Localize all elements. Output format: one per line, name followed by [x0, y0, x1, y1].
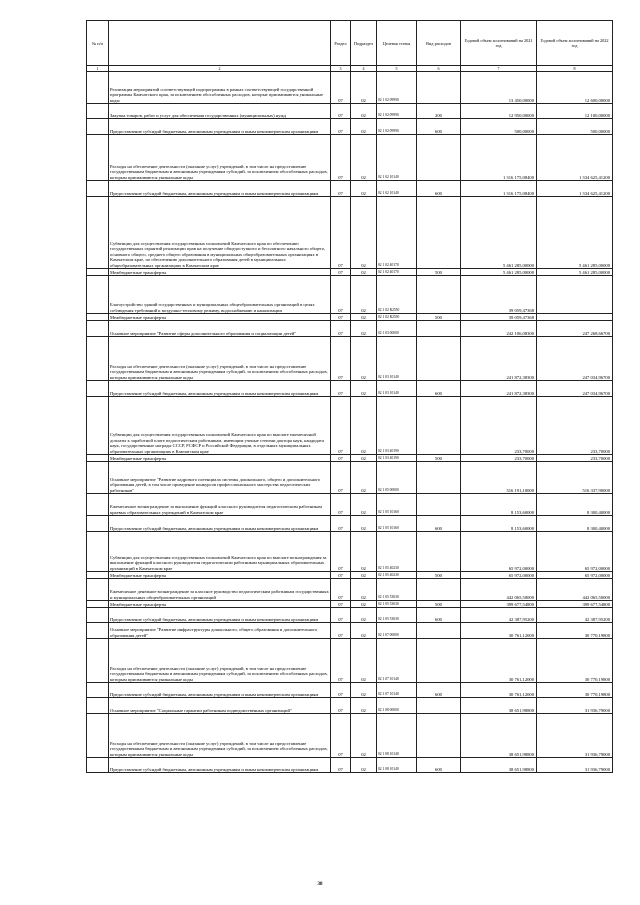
row-amount-2021: 39 059,47368 [461, 276, 537, 314]
row-target-article: 02 1 07 10140 [377, 683, 417, 698]
row-expense-type [417, 698, 461, 714]
row-section: 07 [331, 455, 351, 462]
table-row [87, 104, 613, 119]
row-number [87, 104, 109, 119]
row-section: 07 [331, 608, 351, 623]
row-section: 07 [331, 119, 351, 135]
row-expense-type [417, 197, 461, 269]
row-target-article: 02 1 07 00000 [377, 623, 417, 639]
row-target-article: 02 1 05 10160 [377, 494, 417, 516]
row-amount-2021: 38 651,98800 [461, 698, 537, 714]
row-target-article: 02 1 02 10140 [377, 135, 417, 181]
row-target-article: 02 1 05 40230 [377, 572, 417, 579]
row-description: Предоставление субсидий бюджетным, автономным учреждениям и иным некоммерческим организациям [109, 181, 331, 197]
row-amount-2021: 13 450,00000 [461, 72, 537, 104]
row-description: Основное мероприятие "Социальные гарантии работникам подведомственных организаций" [109, 698, 331, 714]
row-target-article: 02 1 02 10140 [377, 181, 417, 197]
row-subsection: 02 [351, 462, 377, 494]
row-amount-2021: 30 761,12000 [461, 639, 537, 683]
row-description: Межбюджетные трансферты [109, 572, 331, 579]
row-target-article: 02 1 05 53030 [377, 579, 417, 601]
row-expense-type [417, 135, 461, 181]
row-description: Межбюджетные трансферты [109, 601, 331, 608]
table-row [87, 135, 613, 181]
row-description: Ежемесячное денежное вознаграждение за классное руководство педагогическим работникам государственных и муниципальных общеобразовательных организаций [109, 579, 331, 601]
row-amount-2021: 233,70000 [461, 397, 537, 455]
row-subsection: 02 [351, 181, 377, 197]
column-number: 5 [377, 66, 417, 72]
row-expense-type [417, 397, 461, 455]
table-row [87, 516, 613, 532]
row-section: 07 [331, 197, 351, 269]
table-row [87, 321, 613, 337]
row-target-article: 02 1 02 09990 [377, 119, 417, 135]
row-subsection: 02 [351, 337, 377, 381]
row-amount-2022: 399 677,54800 [537, 601, 613, 608]
row-expense-type: 600 [417, 381, 461, 397]
header-section: Раздел [331, 21, 351, 66]
table-row [87, 269, 613, 276]
row-expense-type: 500 [417, 455, 461, 462]
table-row [87, 494, 613, 516]
row-section: 07 [331, 135, 351, 181]
row-section: 07 [331, 623, 351, 639]
row-number [87, 197, 109, 269]
row-number [87, 532, 109, 572]
row-description: Расходы на обеспечение деятельности (оказание услуг) учреждений, в том числе на предоставление государственным бюджетным и автономным учреждениям субсидий, за исключением обособленных расходов, которым присваиваются уникальные коды [109, 714, 331, 758]
row-expense-type [417, 714, 461, 758]
header-2022-amount: Годовой объем ассигнований на 2022 год [537, 21, 613, 66]
row-subsection: 02 [351, 397, 377, 455]
row-amount-2021: 42 387,95200 [461, 608, 537, 623]
row-amount-2021: 30 761,12000 [461, 683, 537, 698]
row-amount-2022: 442 065,50000 [537, 579, 613, 601]
row-description: Расходы на обеспечение деятельности (оказание услуг) учреждений, в том числе на предоставление государственным бюджетным и автономным учреждениям субсидий, за исключением обособленных расходов, которым присваиваются уникальные коды [109, 337, 331, 381]
row-expense-type: 600 [417, 181, 461, 197]
row-target-article: 02 1 03 10140 [377, 381, 417, 397]
row-amount-2021: 38 651,98800 [461, 758, 537, 773]
row-amount-2022: 233,70000 [537, 455, 613, 462]
row-amount-2021: 442 065,50000 [461, 579, 537, 601]
row-amount-2022: 500,00000 [537, 119, 613, 135]
row-expense-type: 600 [417, 119, 461, 135]
header-num: № п/п [87, 21, 109, 66]
row-expense-type: 500 [417, 572, 461, 579]
row-description: Субвенции для осуществления государственных полномочий Камчатского края по обеспечению государственных гарантий реализации прав на получение общедоступного и бесплатного начального общего, основного общего, среднего общего образования в муниципальных общеобразовательных организациях в Камчатском крае, по обеспечению дополнительного образования детей в муниципальных общеобразовательных организациях в Камчатском крае [109, 197, 331, 269]
row-number [87, 269, 109, 276]
row-expense-type [417, 276, 461, 314]
row-amount-2021: 38 651,98800 [461, 714, 537, 758]
row-description: Закупка товаров, работ и услуг для обеспечения государственных (муниципальных) нужд [109, 104, 331, 119]
row-description: Межбюджетные трансферты [109, 455, 331, 462]
row-target-article: 02 1 07 10140 [377, 639, 417, 683]
row-amount-2022: 5 461 285,00000 [537, 269, 613, 276]
row-amount-2022: 31 936,79000 [537, 758, 613, 773]
row-target-article: 02 1 02 09990 [377, 72, 417, 104]
table-body [87, 72, 613, 773]
budget-table-sheet [86, 20, 612, 773]
row-target-article: 02 1 08 00000 [377, 698, 417, 714]
header-name [109, 21, 331, 66]
row-amount-2021: 1 316 175,08400 [461, 135, 537, 181]
row-amount-2021: 241 872,38300 [461, 381, 537, 397]
budget-table [86, 20, 613, 773]
row-amount-2022: 247 034,96700 [537, 381, 613, 397]
row-number [87, 572, 109, 579]
table-row [87, 397, 613, 455]
row-amount-2022: 30 770,19800 [537, 683, 613, 698]
column-number: 6 [417, 66, 461, 72]
table-row [87, 197, 613, 269]
table-row [87, 608, 613, 623]
table-row [87, 623, 613, 639]
row-amount-2021: 233,70000 [461, 455, 537, 462]
row-subsection: 02 [351, 639, 377, 683]
row-amount-2021: 12 950,00000 [461, 104, 537, 119]
row-description: Предоставление субсидий бюджетным, автономным учреждениям и иным некоммерческим организациям [109, 516, 331, 532]
row-expense-type [417, 337, 461, 381]
row-number [87, 683, 109, 698]
row-section: 07 [331, 321, 351, 337]
row-number [87, 639, 109, 683]
row-expense-type: 600 [417, 758, 461, 773]
row-amount-2021: 65 972,00000 [461, 572, 537, 579]
table-row [87, 579, 613, 601]
row-subsection: 02 [351, 758, 377, 773]
row-subsection: 02 [351, 72, 377, 104]
row-subsection: 02 [351, 714, 377, 758]
header-subsection: Подраздел [351, 21, 377, 66]
column-number: 8 [537, 66, 613, 72]
row-number [87, 516, 109, 532]
row-amount-2022: 30 770,19800 [537, 639, 613, 683]
row-amount-2022: 247 034,96700 [537, 337, 613, 381]
row-section: 07 [331, 601, 351, 608]
row-amount-2022: 1 334 625,41200 [537, 135, 613, 181]
row-number [87, 314, 109, 321]
row-description: Межбюджетные трансферты [109, 269, 331, 276]
row-subsection: 02 [351, 104, 377, 119]
row-description: Благоустройство зданий государственных и муниципальных общеобразовательных организаций в целях соблюдения требований к воздушно-тепловому режиму, водоснабжению и канализации [109, 276, 331, 314]
row-section: 07 [331, 572, 351, 579]
row-number [87, 462, 109, 494]
row-subsection: 02 [351, 314, 377, 321]
row-subsection: 02 [351, 197, 377, 269]
row-amount-2021: 30 761,12000 [461, 623, 537, 639]
row-section: 07 [331, 494, 351, 516]
table-row [87, 72, 613, 104]
row-section: 07 [331, 397, 351, 455]
row-amount-2021: 8 153,60000 [461, 516, 537, 532]
row-subsection: 02 [351, 579, 377, 601]
row-amount-2022: 516 337,90000 [537, 462, 613, 494]
row-expense-type: 600 [417, 683, 461, 698]
table-row [87, 601, 613, 608]
table-row [87, 181, 613, 197]
row-expense-type [417, 623, 461, 639]
row-target-article: 02 1 03 40190 [377, 455, 417, 462]
row-section: 07 [331, 181, 351, 197]
table-row [87, 639, 613, 683]
row-expense-type [417, 494, 461, 516]
row-number [87, 135, 109, 181]
row-target-article: 02 1 02 40170 [377, 269, 417, 276]
row-description: Расходы на обеспечение деятельности (оказание услуг) учреждений, в том числе на предоставление государственным бюджетным и автономным учреждениям субсидий, за исключением обособленных расходов, которым присваиваются уникальные коды [109, 639, 331, 683]
row-amount-2022: 233,70000 [537, 397, 613, 455]
row-section: 07 [331, 276, 351, 314]
row-amount-2022: 5 461 285,00000 [537, 197, 613, 269]
row-amount-2021: 516 191,10000 [461, 462, 537, 494]
row-subsection: 02 [351, 698, 377, 714]
row-expense-type [417, 579, 461, 601]
row-number [87, 623, 109, 639]
row-description: Ежемесячное вознаграждение за выполнение функций классного руководителя педагогическим работникам краевых образовательных учреждений в Камчатском крае [109, 494, 331, 516]
table-row [87, 119, 613, 135]
row-amount-2022 [537, 314, 613, 321]
row-amount-2021: 65 972,00000 [461, 532, 537, 572]
row-amount-2021: 39 059,47368 [461, 314, 537, 321]
row-expense-type: 600 [417, 516, 461, 532]
row-description: Предоставление субсидий бюджетным, автономным учреждениям и иным некоммерческим организациям [109, 758, 331, 773]
row-description: Реализация мероприятий соответствующей подпрограммы в рамках соответствующей государственной программы Камчатского края, за исключением обособленных расходов, которые присваиваются уникальные коды [109, 72, 331, 104]
row-subsection: 02 [351, 532, 377, 572]
row-description: Субвенции для осуществления государственных полномочий Камчатского края по выплате вознаграждения за выполнение функций классного руководителя педагогическим работникам муниципальных образовательных организаций в Камчатском крае [109, 532, 331, 572]
row-number [87, 381, 109, 397]
row-subsection: 02 [351, 135, 377, 181]
row-amount-2022: 12 100,00000 [537, 104, 613, 119]
row-section: 07 [331, 683, 351, 698]
row-description: Предоставление субсидий бюджетным, автономным учреждениям и иным некоммерческим организациям [109, 608, 331, 623]
row-amount-2021: 242 106,08300 [461, 321, 537, 337]
column-number: 7 [461, 66, 537, 72]
row-expense-type [417, 72, 461, 104]
row-target-article: 02 1 05 10160 [377, 516, 417, 532]
row-description: Межбюджетные трансферты [109, 314, 331, 321]
table-row [87, 276, 613, 314]
row-target-article: 02 1 03 10140 [377, 337, 417, 381]
table-row [87, 314, 613, 321]
row-section: 07 [331, 72, 351, 104]
row-section: 07 [331, 758, 351, 773]
row-number [87, 608, 109, 623]
table-row [87, 698, 613, 714]
row-subsection: 02 [351, 683, 377, 698]
row-amount-2022: 31 936,79000 [537, 698, 613, 714]
row-expense-type [417, 639, 461, 683]
table-row [87, 337, 613, 381]
row-amount-2022: 8 300,40000 [537, 516, 613, 532]
row-number [87, 397, 109, 455]
table-header-row [87, 21, 613, 66]
row-amount-2022: 8 300,40000 [537, 494, 613, 516]
header-target-article: Целевая статья [377, 21, 417, 66]
row-section: 07 [331, 462, 351, 494]
row-subsection: 02 [351, 269, 377, 276]
column-number: 3 [331, 66, 351, 72]
row-subsection: 02 [351, 381, 377, 397]
row-number [87, 72, 109, 104]
row-description: Основное мероприятие "Развитие инфраструктуры дошкольного, общего образования и дополнительного образования детей" [109, 623, 331, 639]
row-amount-2021: 500,00000 [461, 119, 537, 135]
row-target-article: 02 1 02 R2550 [377, 314, 417, 321]
row-section: 07 [331, 639, 351, 683]
row-number [87, 601, 109, 608]
row-amount-2022: 1 334 625,41200 [537, 181, 613, 197]
row-description: Расходы на обеспечение деятельности (оказание услуг) учреждений, в том числе на предоставление государственным бюджетным и автономным учреждениям субсидий, за исключением обособленных расходов, которым присваиваются уникальные коды [109, 135, 331, 181]
row-target-article: 02 1 03 00000 [377, 321, 417, 337]
row-target-article: 02 1 02 R2550 [377, 276, 417, 314]
table-row [87, 683, 613, 698]
row-target-article: 02 1 08 10140 [377, 714, 417, 758]
row-expense-type: 500 [417, 269, 461, 276]
row-target-article: 02 1 05 00000 [377, 462, 417, 494]
row-number [87, 698, 109, 714]
row-target-article: 02 1 02 09990 [377, 104, 417, 119]
row-subsection: 02 [351, 276, 377, 314]
header-expense-type: Вид расходов [417, 21, 461, 66]
row-section: 07 [331, 532, 351, 572]
row-amount-2021: 241 872,38300 [461, 337, 537, 381]
row-amount-2022: 42 387,95200 [537, 608, 613, 623]
row-amount-2022: 65 972,00000 [537, 532, 613, 572]
row-amount-2021: 5 461 285,00000 [461, 269, 537, 276]
row-subsection: 02 [351, 608, 377, 623]
row-section: 07 [331, 381, 351, 397]
row-number [87, 337, 109, 381]
table-row [87, 462, 613, 494]
table-row [87, 381, 613, 397]
row-amount-2022: 30 770,19800 [537, 623, 613, 639]
row-description: Основное мероприятие "Развитие сферы дополнительного образования и социализации детей" [109, 321, 331, 337]
row-section: 07 [331, 579, 351, 601]
row-expense-type [417, 532, 461, 572]
row-expense-type: 500 [417, 314, 461, 321]
header-2021-amount: Годовой объем ассигнований на 2021 год [461, 21, 537, 66]
row-expense-type: 200 [417, 104, 461, 119]
column-number: 1 [87, 66, 109, 72]
row-number [87, 758, 109, 773]
row-number [87, 119, 109, 135]
row-subsection: 02 [351, 455, 377, 462]
row-subsection: 02 [351, 119, 377, 135]
row-number [87, 494, 109, 516]
row-number [87, 181, 109, 197]
row-subsection: 02 [351, 516, 377, 532]
column-number: 2 [109, 66, 331, 72]
row-amount-2021: 5 461 285,00000 [461, 197, 537, 269]
row-number [87, 714, 109, 758]
table-row [87, 532, 613, 572]
row-target-article: 02 1 08 10140 [377, 758, 417, 773]
row-target-article: 02 1 05 53030 [377, 608, 417, 623]
row-section: 07 [331, 516, 351, 532]
row-section: 07 [331, 269, 351, 276]
row-section: 07 [331, 337, 351, 381]
row-amount-2022: 12 600,00000 [537, 72, 613, 104]
table-row [87, 758, 613, 773]
row-amount-2021: 399 677,54800 [461, 601, 537, 608]
row-subsection: 02 [351, 494, 377, 516]
row-number [87, 455, 109, 462]
table-row [87, 572, 613, 579]
column-number: 4 [351, 66, 377, 72]
table-row [87, 455, 613, 462]
row-amount-2022 [537, 276, 613, 314]
row-subsection: 02 [351, 601, 377, 608]
row-subsection: 02 [351, 623, 377, 639]
page-number: 38 [317, 882, 323, 887]
row-subsection: 02 [351, 321, 377, 337]
row-amount-2022: 31 936,79000 [537, 714, 613, 758]
row-target-article: 02 1 05 40230 [377, 532, 417, 572]
row-description: Предоставление субсидий бюджетным, автономным учреждениям и иным некоммерческим организациям [109, 381, 331, 397]
row-number [87, 321, 109, 337]
row-expense-type [417, 462, 461, 494]
row-section: 07 [331, 314, 351, 321]
row-target-article: 02 1 02 40170 [377, 197, 417, 269]
row-subsection: 02 [351, 572, 377, 579]
row-amount-2021: 8 153,60000 [461, 494, 537, 516]
row-section: 07 [331, 104, 351, 119]
row-expense-type: 600 [417, 608, 461, 623]
row-target-article: 02 1 05 53030 [377, 601, 417, 608]
row-expense-type: 500 [417, 601, 461, 608]
row-amount-2021: 1 316 175,08400 [461, 181, 537, 197]
row-description: Предоставление субсидий бюджетным, автономным учреждениям и иным некоммерческим организациям [109, 119, 331, 135]
row-description: Субвенции для осуществления государственных полномочий Камчатского края по выплате ежемесячной доплаты к заработной плате педагогическим работникам, имеющим ученые степени доктора наук, кандидата наук, государственные награды СССР, РСФСР и Российской Федерации, в отдельных муниципальных образовательных организациях в Камчатском крае [109, 397, 331, 455]
row-amount-2022: 247 268,66700 [537, 321, 613, 337]
row-target-article: 02 1 03 40190 [377, 397, 417, 455]
row-number [87, 579, 109, 601]
row-section: 07 [331, 714, 351, 758]
row-description: Основное мероприятие "Развитие кадрового потенциала системы дошкольного, общего и дополнительного образования детей, в том числе проведение конкурсов профессионального мастерства педагогических работников" [109, 462, 331, 494]
row-section: 07 [331, 698, 351, 714]
row-description: Предоставление субсидий бюджетным, автономным учреждениям и иным некоммерческим организациям [109, 683, 331, 698]
table-row [87, 714, 613, 758]
row-amount-2022: 65 972,00000 [537, 572, 613, 579]
row-expense-type [417, 321, 461, 337]
row-number [87, 276, 109, 314]
